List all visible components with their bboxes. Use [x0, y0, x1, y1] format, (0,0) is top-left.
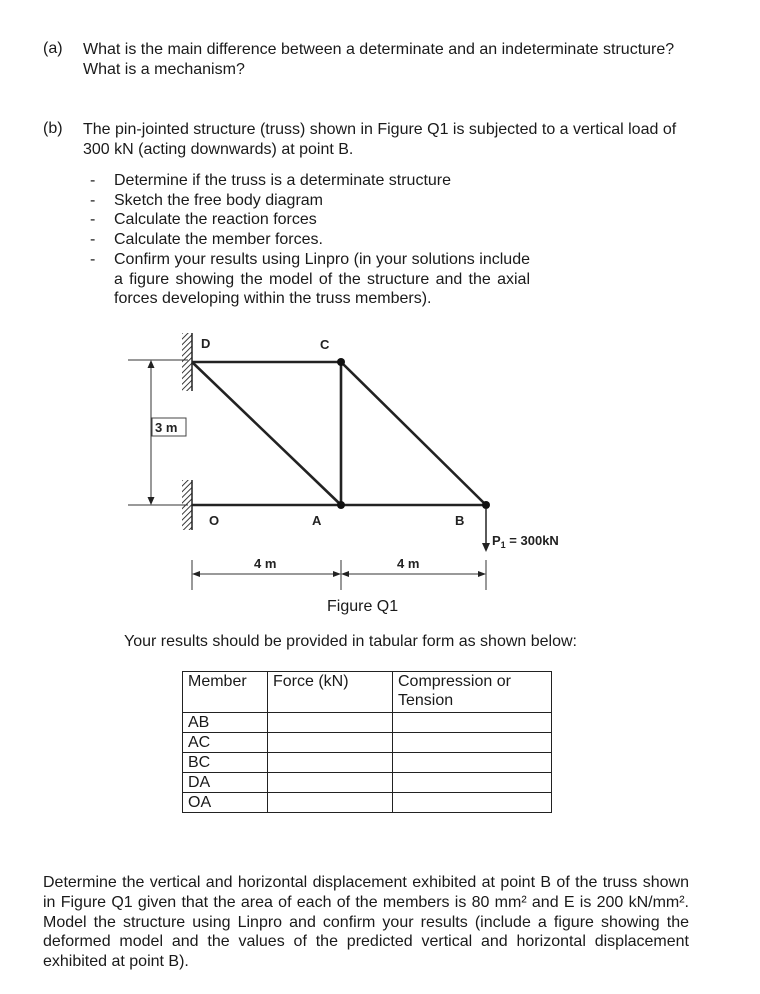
joint-b [482, 501, 490, 509]
header-compression-tension: Compression or Tension [393, 672, 552, 713]
table-header-row [183, 672, 552, 713]
member-da [192, 362, 341, 505]
height-dimension-label: 3 m [155, 420, 178, 435]
node-label-d: D [201, 336, 211, 351]
figure-caption: Figure Q1 [327, 598, 399, 615]
task-item: - Calculate the reaction forces [90, 210, 530, 230]
table-row [183, 773, 552, 793]
span-1-label: 4 m [254, 556, 277, 571]
joint-c [337, 358, 345, 366]
displacement-question: Determine the vertical and horizontal displacement exhibited at point B of the truss shown in Figure Q1 given that the area of each of the members is 80 mm² and E is 200 kN/mm². Model the structure using Linpro and confirm your results (include a figure showing the deformed model and the values of the predicted vertical and horizontal displacement exhibited at point B). [43, 874, 689, 971]
span-2-label: 4 m [397, 556, 420, 571]
task-item: - Sketch the free body diagram [90, 191, 530, 211]
span-dimensions [192, 556, 486, 590]
node-label-a: A [312, 513, 322, 528]
task-item: - Calculate the member forces. [90, 230, 530, 250]
member-cell: AB [183, 713, 268, 733]
part-b-label: (b) [43, 120, 63, 137]
part-b-question: The pin-jointed structure (truss) shown in Figure Q1 is subjected to a vertical load of 300 kN (acting downwards) at point B. [83, 121, 677, 158]
table-row [183, 793, 552, 813]
header-member: Member [183, 672, 268, 713]
member-cell: DA [183, 773, 268, 793]
table-row [183, 753, 552, 773]
part-a-label: (a) [43, 40, 63, 57]
support-d-wall [182, 333, 192, 391]
member-cell: OA [183, 793, 268, 813]
part-a-question: What is the main difference between a determinate and an indeterminate structure? What is a mechanism? [83, 41, 675, 78]
task-item: - Determine if the truss is a determinate structure [90, 171, 530, 191]
table-row [183, 713, 552, 733]
height-dimension [128, 360, 188, 505]
table-intro: Your results should be provided in tabular form as shown below: [124, 633, 577, 650]
member-cell: AC [183, 733, 268, 753]
node-label-b: B [455, 513, 465, 528]
header-force: Force (kN) [268, 672, 393, 713]
node-label-o: O [209, 513, 220, 528]
load-arrow [482, 509, 490, 552]
member-cb [341, 362, 486, 505]
member-cell: BC [183, 753, 268, 773]
joint-a [337, 501, 345, 509]
load-label: $P_1 = 300kN$ [492, 533, 559, 550]
results-table [182, 671, 552, 813]
table-row [183, 733, 552, 753]
node-label-c: C [320, 337, 330, 352]
task-item: - Confirm your results using Linpro (in your solutions include a figure showing the model of the structure and the axial forces developing within the truss members). [90, 250, 530, 309]
